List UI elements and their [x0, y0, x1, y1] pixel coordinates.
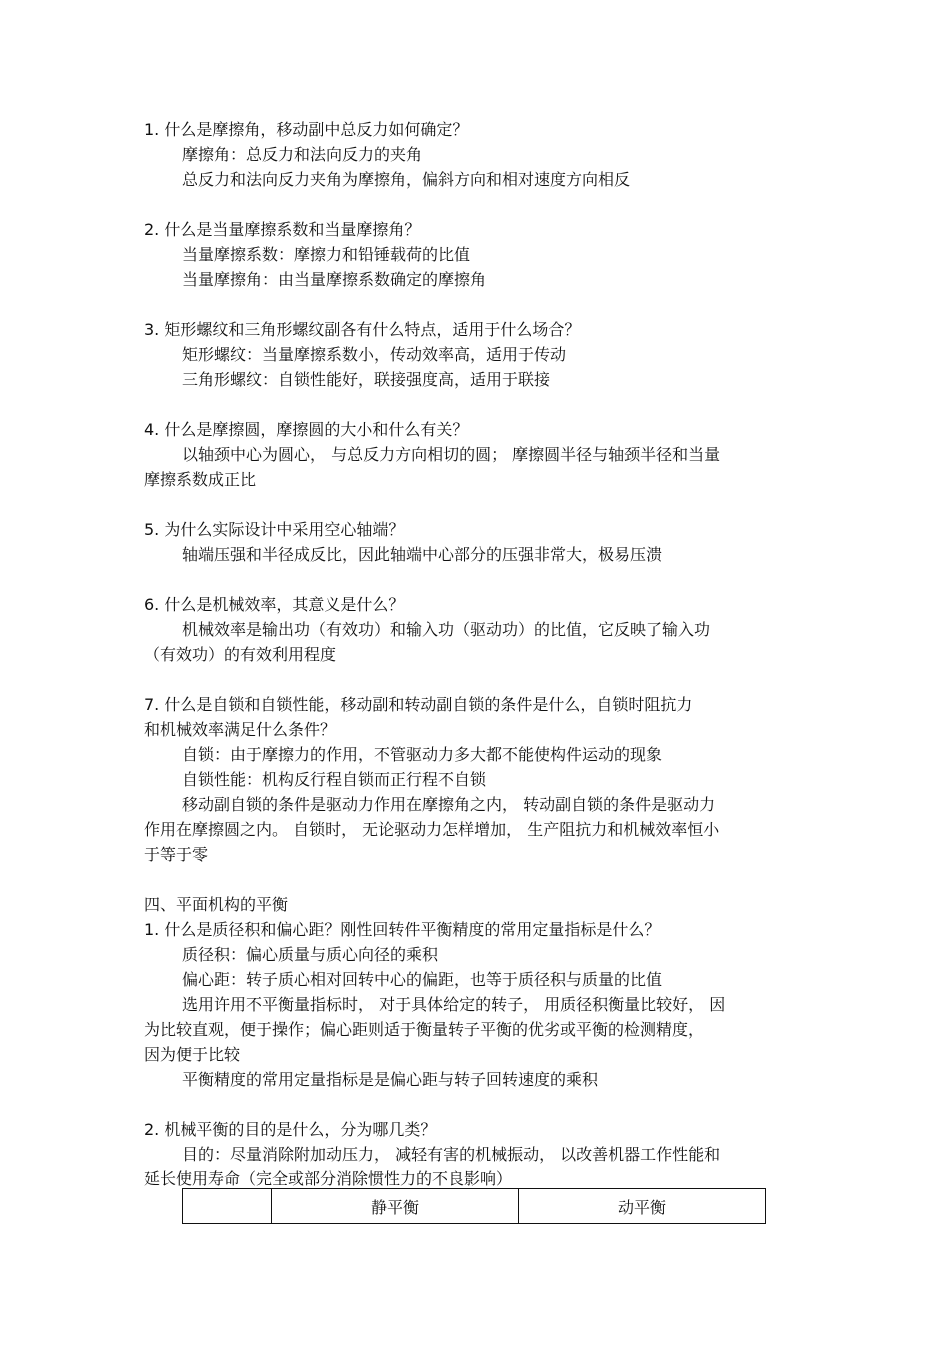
- text-line-q3a1: 矩形螺纹：当量摩擦系数小，传动效率高，适用于传动: [182, 345, 567, 364]
- text-line-s1a6: 平衡精度的常用定量指标是是偏心距与转子回转速度的乘积: [182, 1070, 599, 1089]
- text-line-s2a1: 目的：尽量消除附加动压力， 减轻有害的机械振动， 以改善机器工作性能和: [182, 1145, 721, 1164]
- text-line-q5a1: 轴端压强和半径成反比，因此轴端中心部分的压强非常大，极易压溃: [182, 545, 663, 564]
- table-header-dynamic-balance: 动平衡: [519, 1189, 766, 1224]
- text-line-q7a4: 作用在摩擦圆之内。 自锁时， 无论驱动力怎样增加， 生产阻抗力和机械效率恒小: [144, 820, 720, 839]
- text-line-q4a2: 摩擦系数成正比: [144, 470, 257, 489]
- text-line-q3a2: 三角形螺纹：自锁性能好，联接强度高，适用于联接: [182, 370, 551, 389]
- text-line-q7a2: 自锁性能：机构反行程自锁而正行程不自锁: [182, 770, 487, 789]
- text-line-s1a4: 为比较直观，便于操作；偏心距则适于衡量转子平衡的优劣或平衡的检测精度，: [144, 1020, 705, 1039]
- text-line-s1a5: 因为便于比较: [144, 1045, 241, 1064]
- text-line-q1: 1. 什么是摩擦角，移动副中总反力如何确定？: [144, 120, 469, 139]
- text-line-q7: 7. 什么是自锁和自锁性能，移动副和转动副自锁的条件是什么，自锁时阻抗力: [144, 695, 693, 714]
- text-line-q4a1: 以轴颈中心为圆心， 与总反力方向相切的圆； 摩擦圆半径与轴颈半径和当量: [182, 445, 721, 464]
- text-line-q2: 2. 什么是当量摩擦系数和当量摩擦角？: [144, 220, 421, 239]
- text-line-q6a2: （有效功）的有效利用程度: [144, 645, 337, 664]
- text-line-s1a3: 选用许用不平衡量指标时， 对于具体给定的转子， 用质径积衡量比较好， 因: [182, 995, 726, 1014]
- text-line-q6: 6. 什么是机械效率，其意义是什么？: [144, 595, 405, 614]
- text-line-s1a2: 偏心距：转子质心相对回转中心的偏距，也等于质径积与质量的比值: [182, 970, 663, 989]
- text-line-q7b: 和机械效率满足什么条件？: [144, 720, 337, 739]
- table-header-row: [183, 1189, 766, 1224]
- table-header-static-balance: 静平衡: [272, 1189, 519, 1224]
- text-line-q5: 5. 为什么实际设计中采用空心轴端？: [144, 520, 405, 539]
- text-line-s1a1: 质径积：偏心质量与质心向径的乘积: [182, 945, 439, 964]
- table-header-blank: [183, 1189, 272, 1224]
- text-line-q7a1: 自锁：由于摩擦力的作用，不管驱动力多大都不能使构件运动的现象: [182, 745, 663, 764]
- balance-comparison-table: [182, 1188, 766, 1224]
- text-line-q6a1: 机械效率是输出功（有效功）和输入功（驱动功）的比值，它反映了输入功: [182, 620, 711, 639]
- text-line-q1a1: 摩擦角：总反力和法向反力的夹角: [182, 145, 423, 164]
- text-line-q7a3: 移动副自锁的条件是驱动力作用在摩擦角之内， 转动副自锁的条件是驱动力: [182, 795, 716, 814]
- text-line-s2: 2. 机械平衡的目的是什么，分为哪几类？: [144, 1120, 437, 1139]
- text-line-q7a5: 于等于零: [144, 845, 209, 864]
- text-line-sec4: 四、平面机构的平衡: [144, 895, 289, 914]
- text-line-q2a1: 当量摩擦系数：摩擦力和铅锤载荷的比值: [182, 245, 471, 264]
- text-line-q2a2: 当量摩擦角：由当量摩擦系数确定的摩擦角: [182, 270, 487, 289]
- text-line-s1: 1. 什么是质径积和偏心距？刚性回转件平衡精度的常用定量指标是什么？: [144, 920, 661, 939]
- text-line-q3: 3. 矩形螺纹和三角形螺纹副各有什么特点，适用于什么场合？: [144, 320, 581, 339]
- text-line-q4: 4. 什么是摩擦圆，摩擦圆的大小和什么有关？: [144, 420, 469, 439]
- text-line-s2a2: 延长使用寿命（完全或部分消除惯性力的不良影响）: [144, 1169, 513, 1188]
- text-line-q1a2: 总反力和法向反力夹角为摩擦角，偏斜方向和相对速度方向相反: [182, 170, 631, 189]
